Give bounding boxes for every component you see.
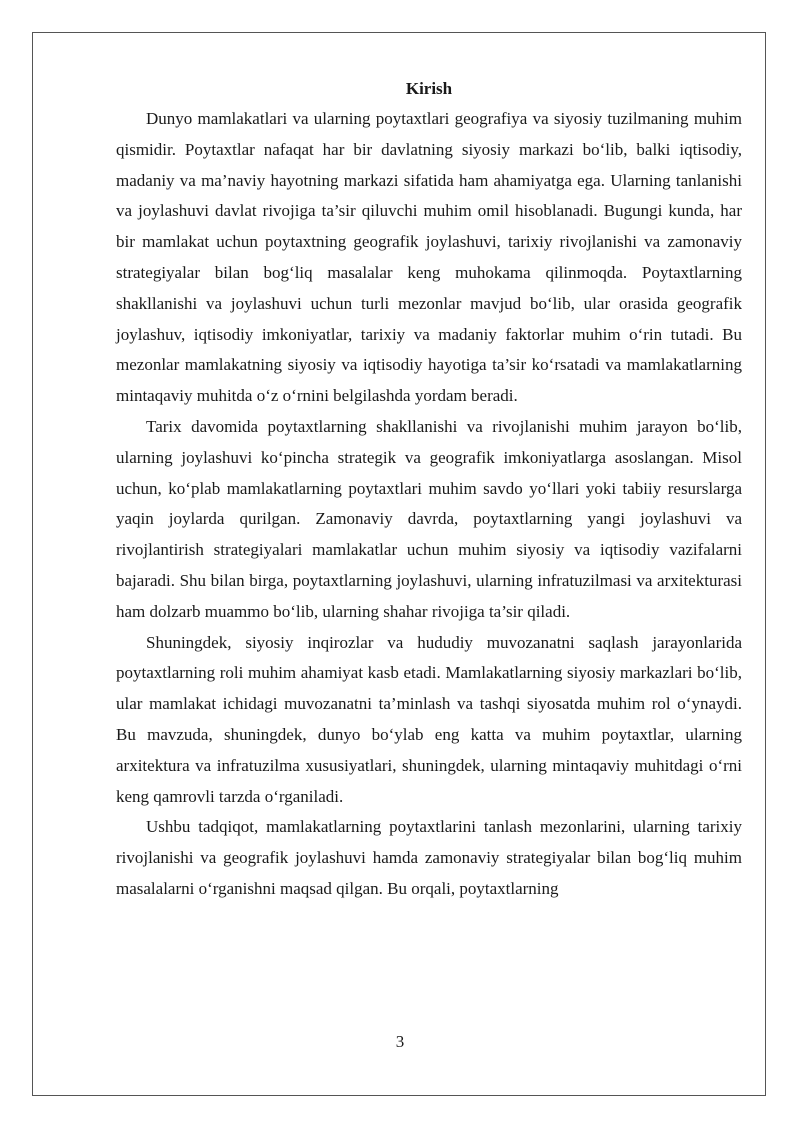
paragraph-2: Tarix davomida poytaxtlarning shakllanishi va rivojlanishi muhim jarayon bo‘lib, ularning joylashuvi ko‘pincha strategik va geografik imkoniyatlarga asoslangan. Misol uchun, ko‘plab mamlakatlarning poytaxtlari muhim savdo yo‘llari yoki tabiiy resurslarga yaqin joylarda qurilgan. Zamonaviy davrda, poytaxtlarning yangi joylashuvi va rivojlantirish strategiyalari mamlakatlar uchun muhim siyosiy va iqtisodiy vazifalarni bajaradi. Shu bilan birga, poytaxtlarning joylashuvi, ularning infratuzilmasi va arxitekturasi ham dolzarb muammo bo‘lib, ularning shahar rivojiga ta’sir qiladi.: [116, 416, 742, 621]
document-body: [116, 74, 742, 905]
section-heading: Kirish: [405, 79, 453, 98]
paragraph-1: Dunyo mamlakatlari va ularning poytaxtlari geografiya va siyosiy tuzilmaning muhim qismidir. Poytaxtlar nafaqat har bir davlatning siyosiy markazi bo‘lib, balki iqtisodiy, madaniy va ma’naviy hayotning markazi sifatida ham ahamiyatga ega. Ularning tanlanishi va joylashuvi davlat rivojiga ta’sir qiluvchi muhim omil hisoblanadi. Bugungi kunda, har bir mamlakat uchun poytaxtning geografik joylashuvi, tarixiy rivojlanishi va zamonaviy strategiyalar bilan bog‘liq masalalar keng muhokama qilinmoqda. Poytaxtlarning shakllanishi va joylashuvi uchun turli mezonlar mavjud bo‘lib, ular orasida geografik joylashuv, iqtisodiy imkoniyatlar, tarixiy va madaniy faktorlar muhim o‘rin tutadi. Bu mezonlar mamlakatning siyosiy va iqtisodiy hayotiga ta’sir ko‘rsatadi va mamlakatlarning mintaqaviy muhitda o‘z o‘rnini belgilashda yordam beradi.: [116, 109, 742, 406]
paragraph-4: Ushbu tadqiqot, mamlakatlarning poytaxtlarini tanlash mezonlarini, ularning tarixiy rivojlanishi va geografik joylashuvi hamda zamonaviy strategiyalar bilan bog‘liq muhim masalalarni o‘rganishni maqsad qilgan. Bu orqali, poytaxtlarning: [116, 817, 742, 898]
page-number: 3: [395, 1032, 405, 1051]
paragraph-3: Shuningdek, siyosiy inqirozlar va hududiy muvozanatni saqlash jarayonlarida poytaxtlarning roli muhim ahamiyat kasb etadi. Mamlakatlarning siyosiy markazlari bo‘lib, ular mamlakat ichidagi muvozanatni ta’minlash va tashqi siyosatda muhim rol o‘ynaydi. Bu mavzuda, shuningdek, dunyo bo‘ylab eng katta va muhim poytaxtlar, ularning arxitektura va infratuzilma xususiyatlari, shuningdek, ularning mintaqaviy muhitdagi o‘rni keng qamrovli tarzda o‘rganiladi.: [116, 632, 742, 806]
